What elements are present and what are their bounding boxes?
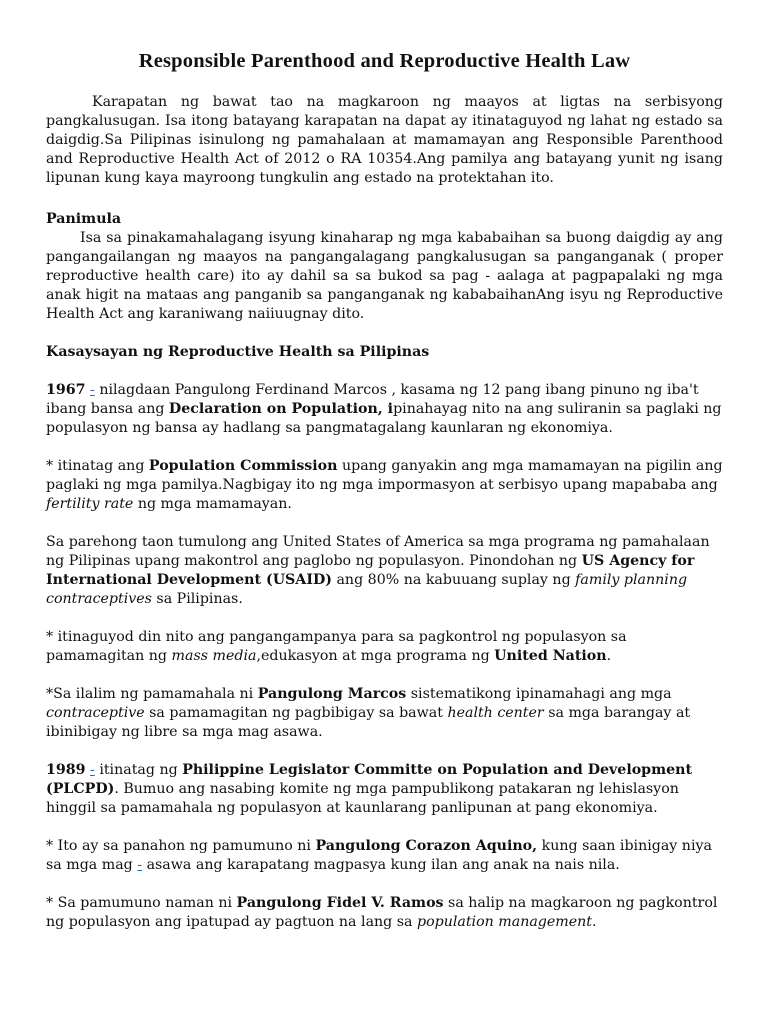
paragraph-media [46,628,723,666]
text-span: * itinaguyod din nito ang pangangampanya para sa pagkontrol ng populasyon sa pamamagitan ng [46,629,627,664]
text-span: . [591,914,597,930]
text-span: sa halip na magkaroon ng pagkontrol ng populasyon ang ipatupad ay pagtuon na lang sa [46,895,718,930]
text-span: asawa ang karapatang magpasya kung ilan ang anak na nais nila. [142,857,620,873]
text-span: pinahayag nito na ang suliranin sa paglaki ng populasyon ng bansa ay hadlang sa pangmatagalang kaunlaran ng ekonomiya. [46,401,722,436]
text-span: Sa parehong taon tumulong ang United States of America sa mga programa ng pamahalaan ng Pilipinas upang makontrol ang paglobo ng populasyon. Pinondohan ng [46,534,710,569]
paragraph-marcos [46,685,723,742]
text-span: * itinatag ang [46,458,149,474]
text-span: * Sa pamumuno naman ni [46,895,237,911]
bold-span: US Agency for International Development (USAID) [46,553,695,588]
text-span: kung saan ibinigay niya sa mga mag [46,838,712,873]
year-1967: 1967 [46,382,86,398]
text-span: . [606,648,612,664]
text-span: ng mga mamamayan. [133,496,292,512]
text-span: * Ito ay sa panahon ng pamumuno ni [46,838,316,854]
bold-span: Pangulong Corazon Aquino, [315,838,538,854]
dash-link[interactable]: - [137,857,143,873]
text-span: sa pamamagitan ng pagbibigay sa bawat [144,705,448,721]
paragraph-1967 [46,381,723,438]
intro-paragraph: Karapatan ng bawat tao na magkaroon ng maayos at ligtas na serbisyong pangkalusugan. Isa itong batayang karapatan na dapat ay itinataguyod ng lahat ng estado sa daigdig.Sa Pilipinas isinulong ng pamahalaan at mamamayan ang Responsible Parenthood and Reproductive Health Act of 2012 o RA 10354.Ang pamilya ang batayang yunit ng isang lipunan kung kaya mayroong tungkulin ang estado na protektahan ito. [46,94,723,186]
bold-span: United Nation [494,648,607,664]
italic-span: mass media [171,648,257,664]
text-span: ang 80% na kabuuang suplay ng [331,572,576,588]
kasaysayan-heading: Kasaysayan ng Reproductive Health sa Pilipinas [46,344,430,360]
text-span: sa Pilipinas. [151,591,243,607]
text-span: *Sa ilalim ng pamamahala ni [46,686,258,702]
text-span: ,edukasyon at mga programa ng [256,648,495,664]
italic-span: population management [417,914,592,930]
paragraph-aquino [46,837,723,875]
italic-span: contraceptive [46,705,145,721]
bold-span: Declaration on Population, i [168,401,394,417]
text-span: . Bumuo ang nasabing komite ng mga pampublikong patakaran ng lehislasyon hinggil sa pamamahala ng populasyon at kaunlarang panlipunan at pang ekonomiya. [46,781,679,816]
italic-span: fertility rate [46,496,134,512]
bold-span: Philippine Legislator Committe on Population and Development (PLCPD) [46,762,692,797]
italic-span: family planning contraceptives [46,572,688,607]
bold-span: Pangulong Fidel V. Ramos [236,895,444,911]
year-1989: 1989 [46,762,86,778]
paragraph-popcom [46,457,723,514]
bold-span: Population Commission [148,458,338,474]
text-span: sa mga barangay at ibinibigay ng libre sa mga mag asawa. [46,705,691,740]
text-span: nilagdaan Pangulong Ferdinand Marcos , kasama ng 12 pang ibang pinuno ng iba't ibang bansa ang [46,382,699,417]
text-span: sistematikong ipinamahagi ang mga [406,686,672,702]
text-span: upang ganyakin ang mga mamamayan na pigilin ang paglaki ng mga pamilya.Nagbigay ito ng mga impormasyon at serbisyo upang mapababa ang [46,458,723,493]
paragraph-usaid [46,533,723,609]
bold-span: Pangulong Marcos [257,686,407,702]
panimula-paragraph: Isa sa pinakamahalagang isyung kinaharap ng mga kababaihan sa buong daigdig ay ang pangangailangan ng maayos na pangangalagang pangkalusugan sa panganganak ( proper reproductive health care) ito ay dahil sa sa bukod sa pag - aalaga at pagpapalaki ng mga anak higit na mataas ang panganib sa panganganak ng kababaihanAng isyu ng Reproductive Health Act ang karaniwang naiiuugnay dito. [46,230,723,322]
text-span: itinatag ng [94,762,183,778]
dash-link[interactable]: - [90,762,95,778]
panimula-heading: Panimula [46,211,122,227]
document-title: Responsible Parenthood and Reproductive Health Law [138,50,631,72]
dash-link[interactable]: - [90,382,95,398]
paragraph-1989 [46,761,723,818]
paragraph-ramos [46,894,723,932]
italic-span: health center [447,705,544,721]
